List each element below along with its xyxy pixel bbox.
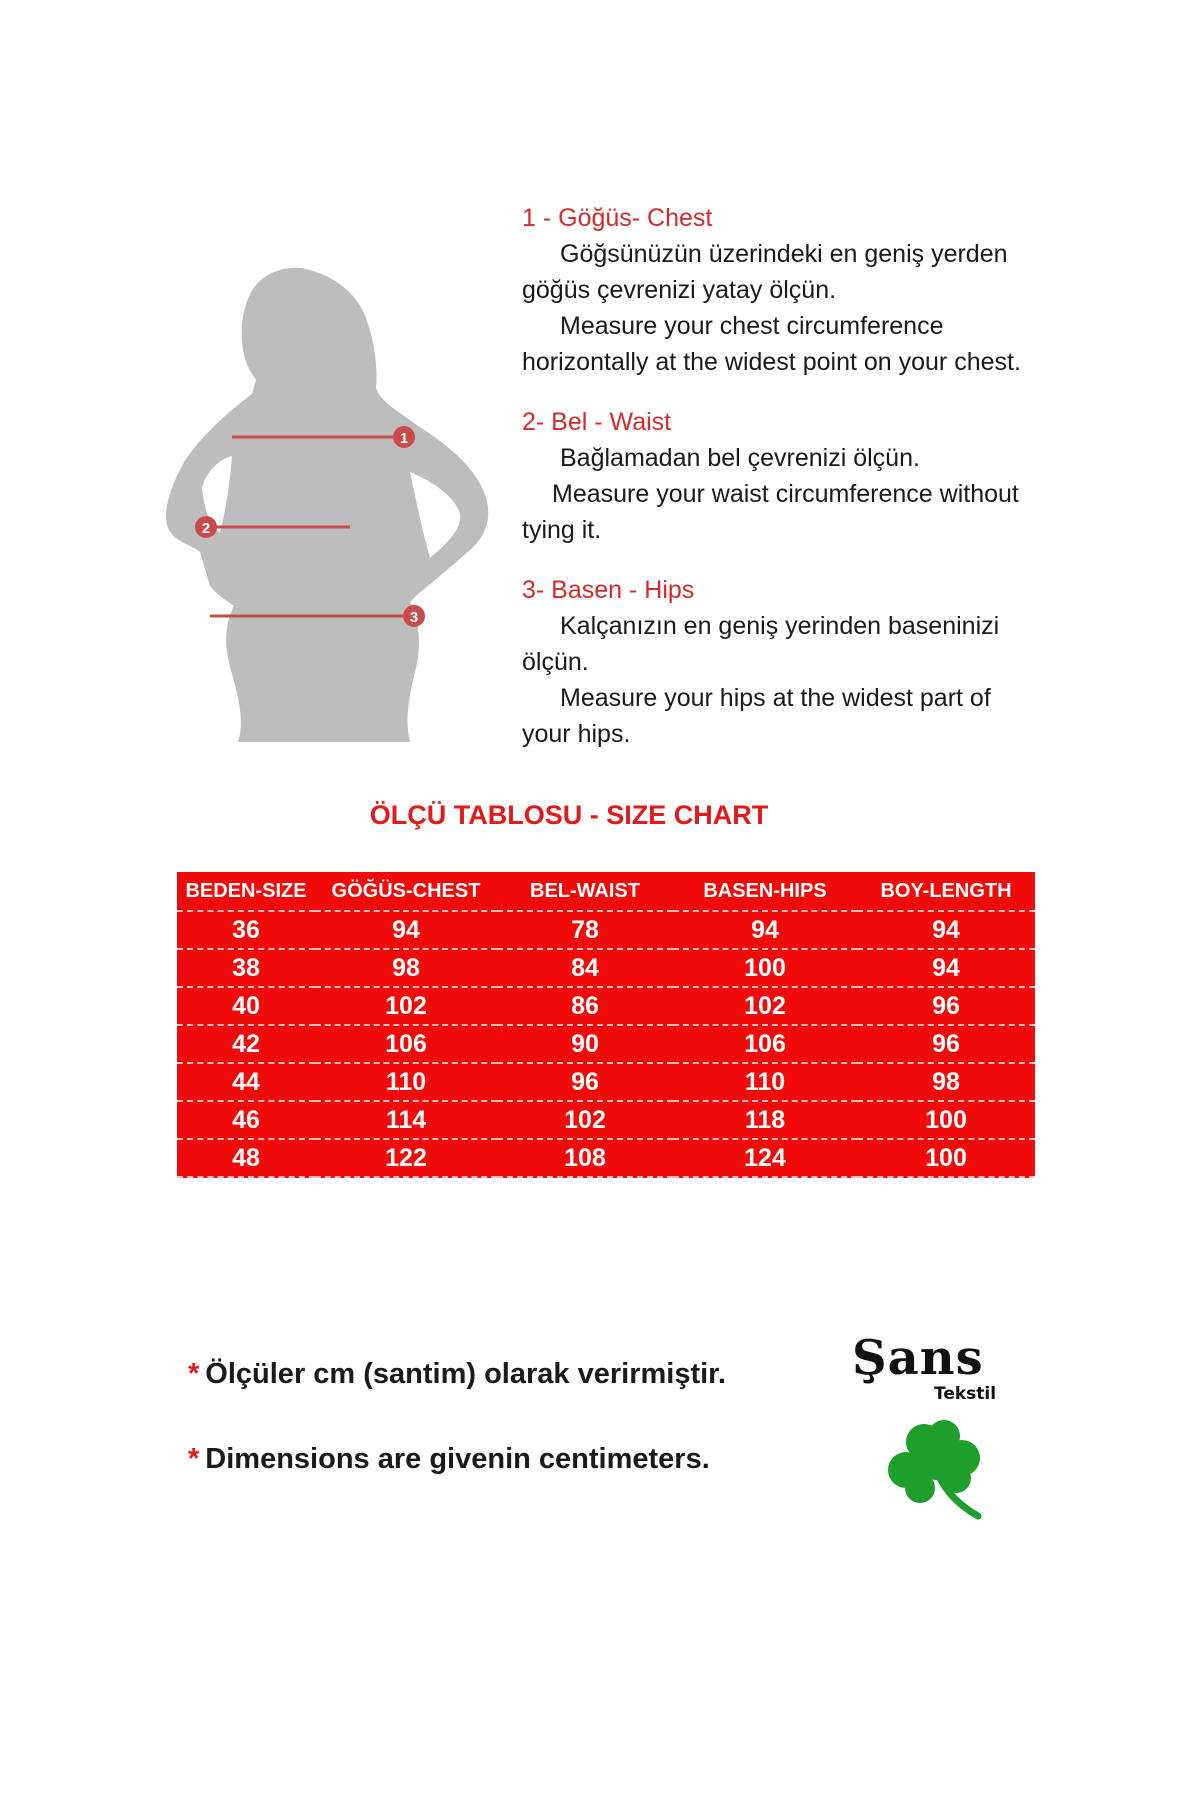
cell-length: 96 [857,987,1035,1025]
cell-waist: 78 [497,911,673,949]
cell-chest: 110 [315,1063,497,1101]
cell-size: 46 [177,1101,315,1139]
cell-size: 44 [177,1063,315,1101]
cell-chest: 94 [315,911,497,949]
body-silhouette [160,262,500,762]
marker-label-3: 3 [409,609,419,626]
header-size: BEDEN-SIZE [177,872,315,911]
marker-label-1: 1 [399,430,409,447]
chest-text-en-1: Measure your chest circumference [560,312,944,340]
note-units-tr [188,1358,726,1391]
clover-icon [882,1414,992,1524]
cell-waist: 86 [497,987,673,1025]
cell-chest: 114 [315,1101,497,1139]
hips-text-tr-2: ölçün. [522,648,589,676]
table-row [177,911,1035,949]
chest-instruction [522,200,1082,380]
header-hips: BASEN-HIPS [673,872,857,911]
cell-waist: 108 [497,1139,673,1177]
cell-size: 38 [177,949,315,987]
cell-length: 100 [857,1139,1035,1177]
marker-label-2: 2 [201,520,211,537]
header-waist: BEL-WAIST [497,872,673,911]
note-asterisk: * [188,1443,200,1475]
cell-hips: 106 [673,1025,857,1063]
cell-size: 40 [177,987,315,1025]
table-row [177,1063,1035,1101]
waist-text-tr-1: Bağlamadan bel çevrenizi ölçün. [560,444,920,472]
hips-text-en-2: your hips. [522,720,631,748]
brand-subtitle: Tekstil [934,1384,997,1404]
hips-instruction [522,572,1082,752]
hips-text-tr-1: Kalçanızın en geniş yerinden baseninizi [560,612,1000,640]
cell-size: 36 [177,911,315,949]
chest-text-tr-1: Göğsünüzün üzerindeki en geniş yerden [560,240,1008,268]
table-row [177,1025,1035,1063]
cell-waist: 102 [497,1101,673,1139]
cell-chest: 106 [315,1025,497,1063]
cell-length: 94 [857,949,1035,987]
note-tr-text: Ölçüler cm (santim) olarak verirmiştir. [205,1358,726,1390]
cell-hips: 94 [673,911,857,949]
measurement-instructions [522,200,1082,776]
table-row [177,1139,1035,1177]
size-chart-title: ÖLÇÜ TABLOSU - SIZE CHART [369,800,769,830]
cell-size: 48 [177,1139,315,1177]
cell-hips: 100 [673,949,857,987]
cell-chest: 98 [315,949,497,987]
cell-hips: 118 [673,1101,857,1139]
cell-size: 42 [177,1025,315,1063]
hips-text-en-1: Measure your hips at the widest part of [560,684,991,712]
note-asterisk: * [188,1358,200,1390]
chest-text-en-2: horizontally at the widest point on your chest. [522,348,1021,376]
header-chest: GÖĞÜS-CHEST [315,872,497,911]
chest-title: 1 - Göğüs- Chest [522,204,713,232]
cell-length: 94 [857,911,1035,949]
cell-waist: 90 [497,1025,673,1063]
chest-text-tr-2: göğüs çevrenizi yatay ölçün. [522,276,837,304]
cell-length: 96 [857,1025,1035,1063]
waist-title: 2- Bel - Waist [522,408,672,436]
cell-length: 100 [857,1101,1035,1139]
table-row [177,1101,1035,1139]
waist-text-en-1: Measure your waist circumference without [552,480,1019,508]
table-row [177,949,1035,987]
brand-name: Şans [852,1330,984,1386]
hips-title: 3- Basen - Hips [522,576,695,604]
cell-waist: 96 [497,1063,673,1101]
cell-hips: 124 [673,1139,857,1177]
note-en-text: Dimensions are givenin centimeters. [205,1443,710,1475]
note-units-en [188,1443,710,1476]
header-length: BOY-LENGTH [857,872,1035,911]
waist-text-en-2: tying it. [522,516,602,544]
cell-chest: 102 [315,987,497,1025]
size-chart-table [177,872,1035,1178]
cell-chest: 122 [315,1139,497,1177]
cell-length: 98 [857,1063,1035,1101]
waist-instruction [522,404,1082,548]
table-row [177,987,1035,1025]
table-header-row [177,872,1035,911]
cell-hips: 110 [673,1063,857,1101]
brand-logo [852,1330,1012,1520]
cell-hips: 102 [673,987,857,1025]
cell-waist: 84 [497,949,673,987]
